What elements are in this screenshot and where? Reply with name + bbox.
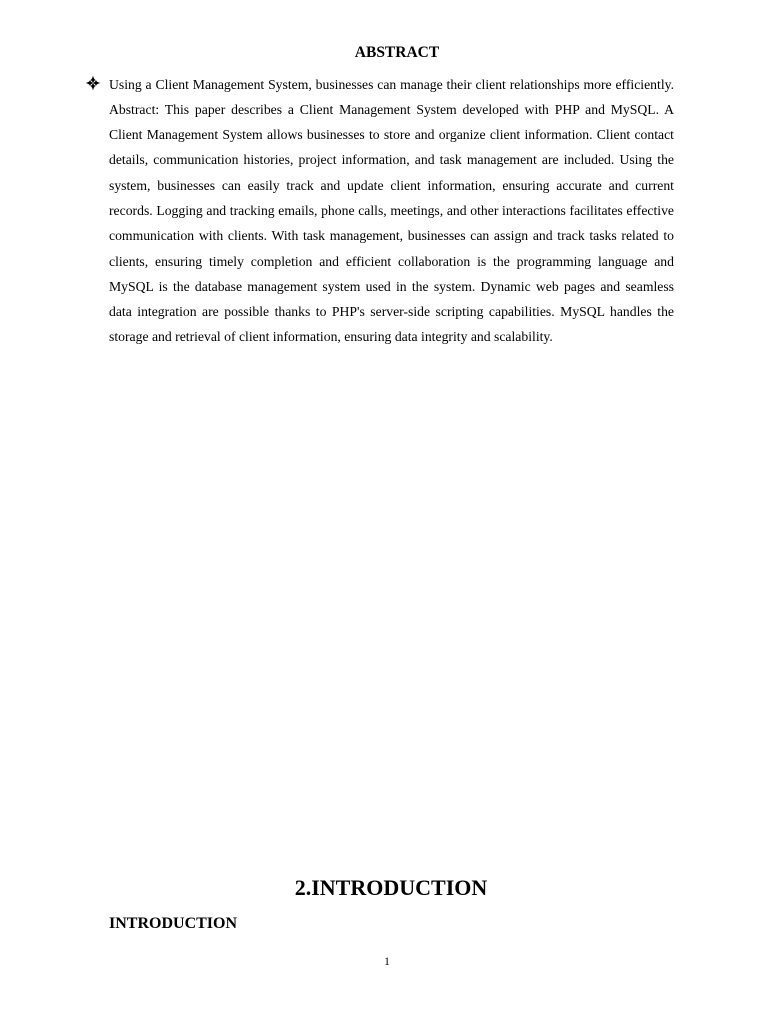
subsection-title-introduction: INTRODUCTION [109,915,238,932]
abstract-heading: ABSTRACT [354,44,440,61]
abstract-paragraph: Using a Client Management System, businesses can manage their client relationships more efficiently. Abstract: This paper describes a Client Management System developed with PHP and MySQL. A Client Management System allows businesses to store and organize client information. Client contact details, communication histories, project information, and task management are included. Using the system, businesses can easily track and update client information, ensuring accurate and current records. Logging and tracking emails, phone calls, meetings, and other interactions facilitates effective communication with clients. With task management, businesses can assign and track tasks related to clients, ensuring timely completion and efficient collaboration is the programming language and MySQL is the database management system used in the system. Dynamic web pages and seamless data integration are possible thanks to PHP's server-side scripting capabilities. MySQL handles the storage and retrieval of client information, ensuring data integrity and scalability. [109,76,674,345]
page-number: 1 [384,956,390,968]
section-title-introduction: 2.INTRODUCTION [294,875,488,900]
diamond-bullet-icon [85,75,101,91]
